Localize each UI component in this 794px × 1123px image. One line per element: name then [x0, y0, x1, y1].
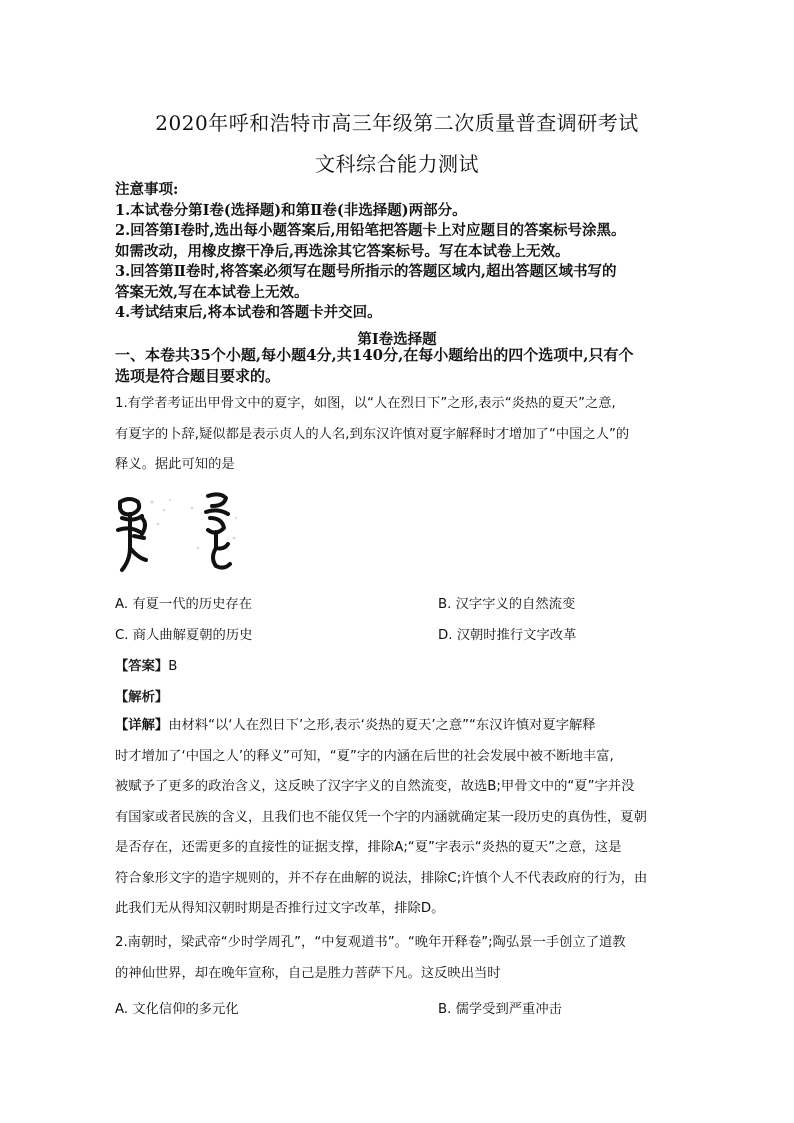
part-intro: [115, 345, 695, 387]
q1-detail: [115, 711, 687, 925]
notice-line: 1.本试卷分第Ⅰ卷(选择题)和第Ⅱ卷(非选择题)两部分。: [115, 201, 467, 219]
q1-analysis-tag: [115, 686, 168, 705]
answer-tag: 【答案】: [115, 659, 169, 674]
notice-line: 如需改动，用橡皮擦干净后,再选涂其它答案标号。写在本试卷上无效。: [115, 242, 570, 260]
q1-stem: [115, 389, 687, 481]
notice-line: 答案无效,写在本试卷上无效。: [115, 283, 309, 301]
exam-subtitle: 文科综合能力测试: [315, 152, 479, 176]
q1-option-d: D. 汉朝时推行文字改革: [438, 628, 577, 643]
oracle-bone-xia-icon: [112, 488, 244, 576]
q2-stem-line: 2.南朝时，梁武帝“少时学周孔”，“中复观道书”。“晚年开释卷”;陶弘景一手创立了道教: [115, 935, 626, 950]
q2-stem-line: 的神仙世界，却在晚年宣称，自己是胜力菩萨下凡。这反映出当时: [115, 965, 501, 981]
q1-stem-line: 释义。据此可知的是: [115, 457, 235, 472]
analysis-tag: 【解析】: [115, 690, 169, 705]
part-intro-line: 选项是符合题目要求的。: [115, 367, 281, 385]
notice-heading: 注意事项:: [115, 181, 179, 198]
detail-tag: 【详解】: [115, 718, 169, 733]
section-title: 第Ⅰ卷选择题: [357, 331, 437, 348]
answer-value: B: [168, 659, 178, 674]
part-intro-line: 一、本卷共35个小题,每小题4分,共140分,在每小题给出的四个选项中,只有个: [115, 346, 634, 364]
q1-option-c: C. 商人曲解夏朝的历史: [115, 628, 253, 643]
q1-detail-line: 此我们无从得知汉朝时期是否推行过文字改革，排除D。: [115, 901, 445, 916]
q1-detail-text: 由材料“以‘人在烈日下’之形,表示‘炎热的夏天’之意”“东汉许慎对夏字解释: [168, 718, 596, 733]
q1-detail-line: [115, 711, 687, 742]
exam-title: 2020年呼和浩特市高三年级第二次质量普查调研考试: [155, 111, 639, 135]
q1-detail-line: 被赋予了更多的政治含义，这反映了汉字字义的自然流变，故选B;甲骨文中的“夏”字并没: [115, 779, 635, 794]
q2-stem: [115, 928, 687, 989]
q1-stem-line: 1.有学者考证出甲骨文中的夏字，如图，以“人在烈日下”之形,表示“炎热的夏天”之意,: [115, 396, 616, 411]
q2-option-b: B. 儒学受到严重冲击: [438, 1002, 562, 1017]
q1-detail-line: 是否存在，还需更多的直接性的证据支撑，排除A;“夏”字表示“炎热的夏天”之意，这是: [115, 840, 622, 855]
q1-answer: [115, 655, 177, 674]
q1-option-a: A. 有夏一代的历史存在: [115, 597, 252, 612]
q1-detail-line: 有国家或者民族的含义，且我们也不能仅凭一个字的内涵就确定某一段历史的真伪性，夏朝: [115, 809, 647, 825]
q1-option-b: B. 汉字字义的自然流变: [438, 597, 576, 612]
notice-line: 2.回答第Ⅰ卷时,选出每小题答案后,用铅笔把答题卡上对应题目的答案标号涂黑。: [115, 222, 626, 239]
q1-detail-line: 符合象形文字的造字规则的，并不存在曲解的说法，排除C;许慎个人不代表政府的行为，由: [115, 870, 648, 886]
notice-block: [115, 180, 690, 324]
q1-detail-line: 时才增加了‘中国之人’的释义”可知，“夏”字的内涵在后世的社会发展中被不断地丰富,: [115, 748, 614, 764]
notice-line: 3.回答第Ⅱ卷时,将答案必须写在题号所指示的答题区域内,超出答题区域书写的: [115, 263, 617, 280]
q2-option-a: A. 文化信仰的多元化: [115, 1002, 239, 1017]
oracle-bone-figure: [112, 488, 244, 576]
q1-stem-line: 有夏字的卜辞,疑似都是表示贞人的人名,到东汉许慎对夏字解释时才增加了“中国之人”的: [115, 426, 630, 442]
notice-line: 4.考试结束后,将本试卷和答题卡并交回。: [115, 304, 382, 321]
